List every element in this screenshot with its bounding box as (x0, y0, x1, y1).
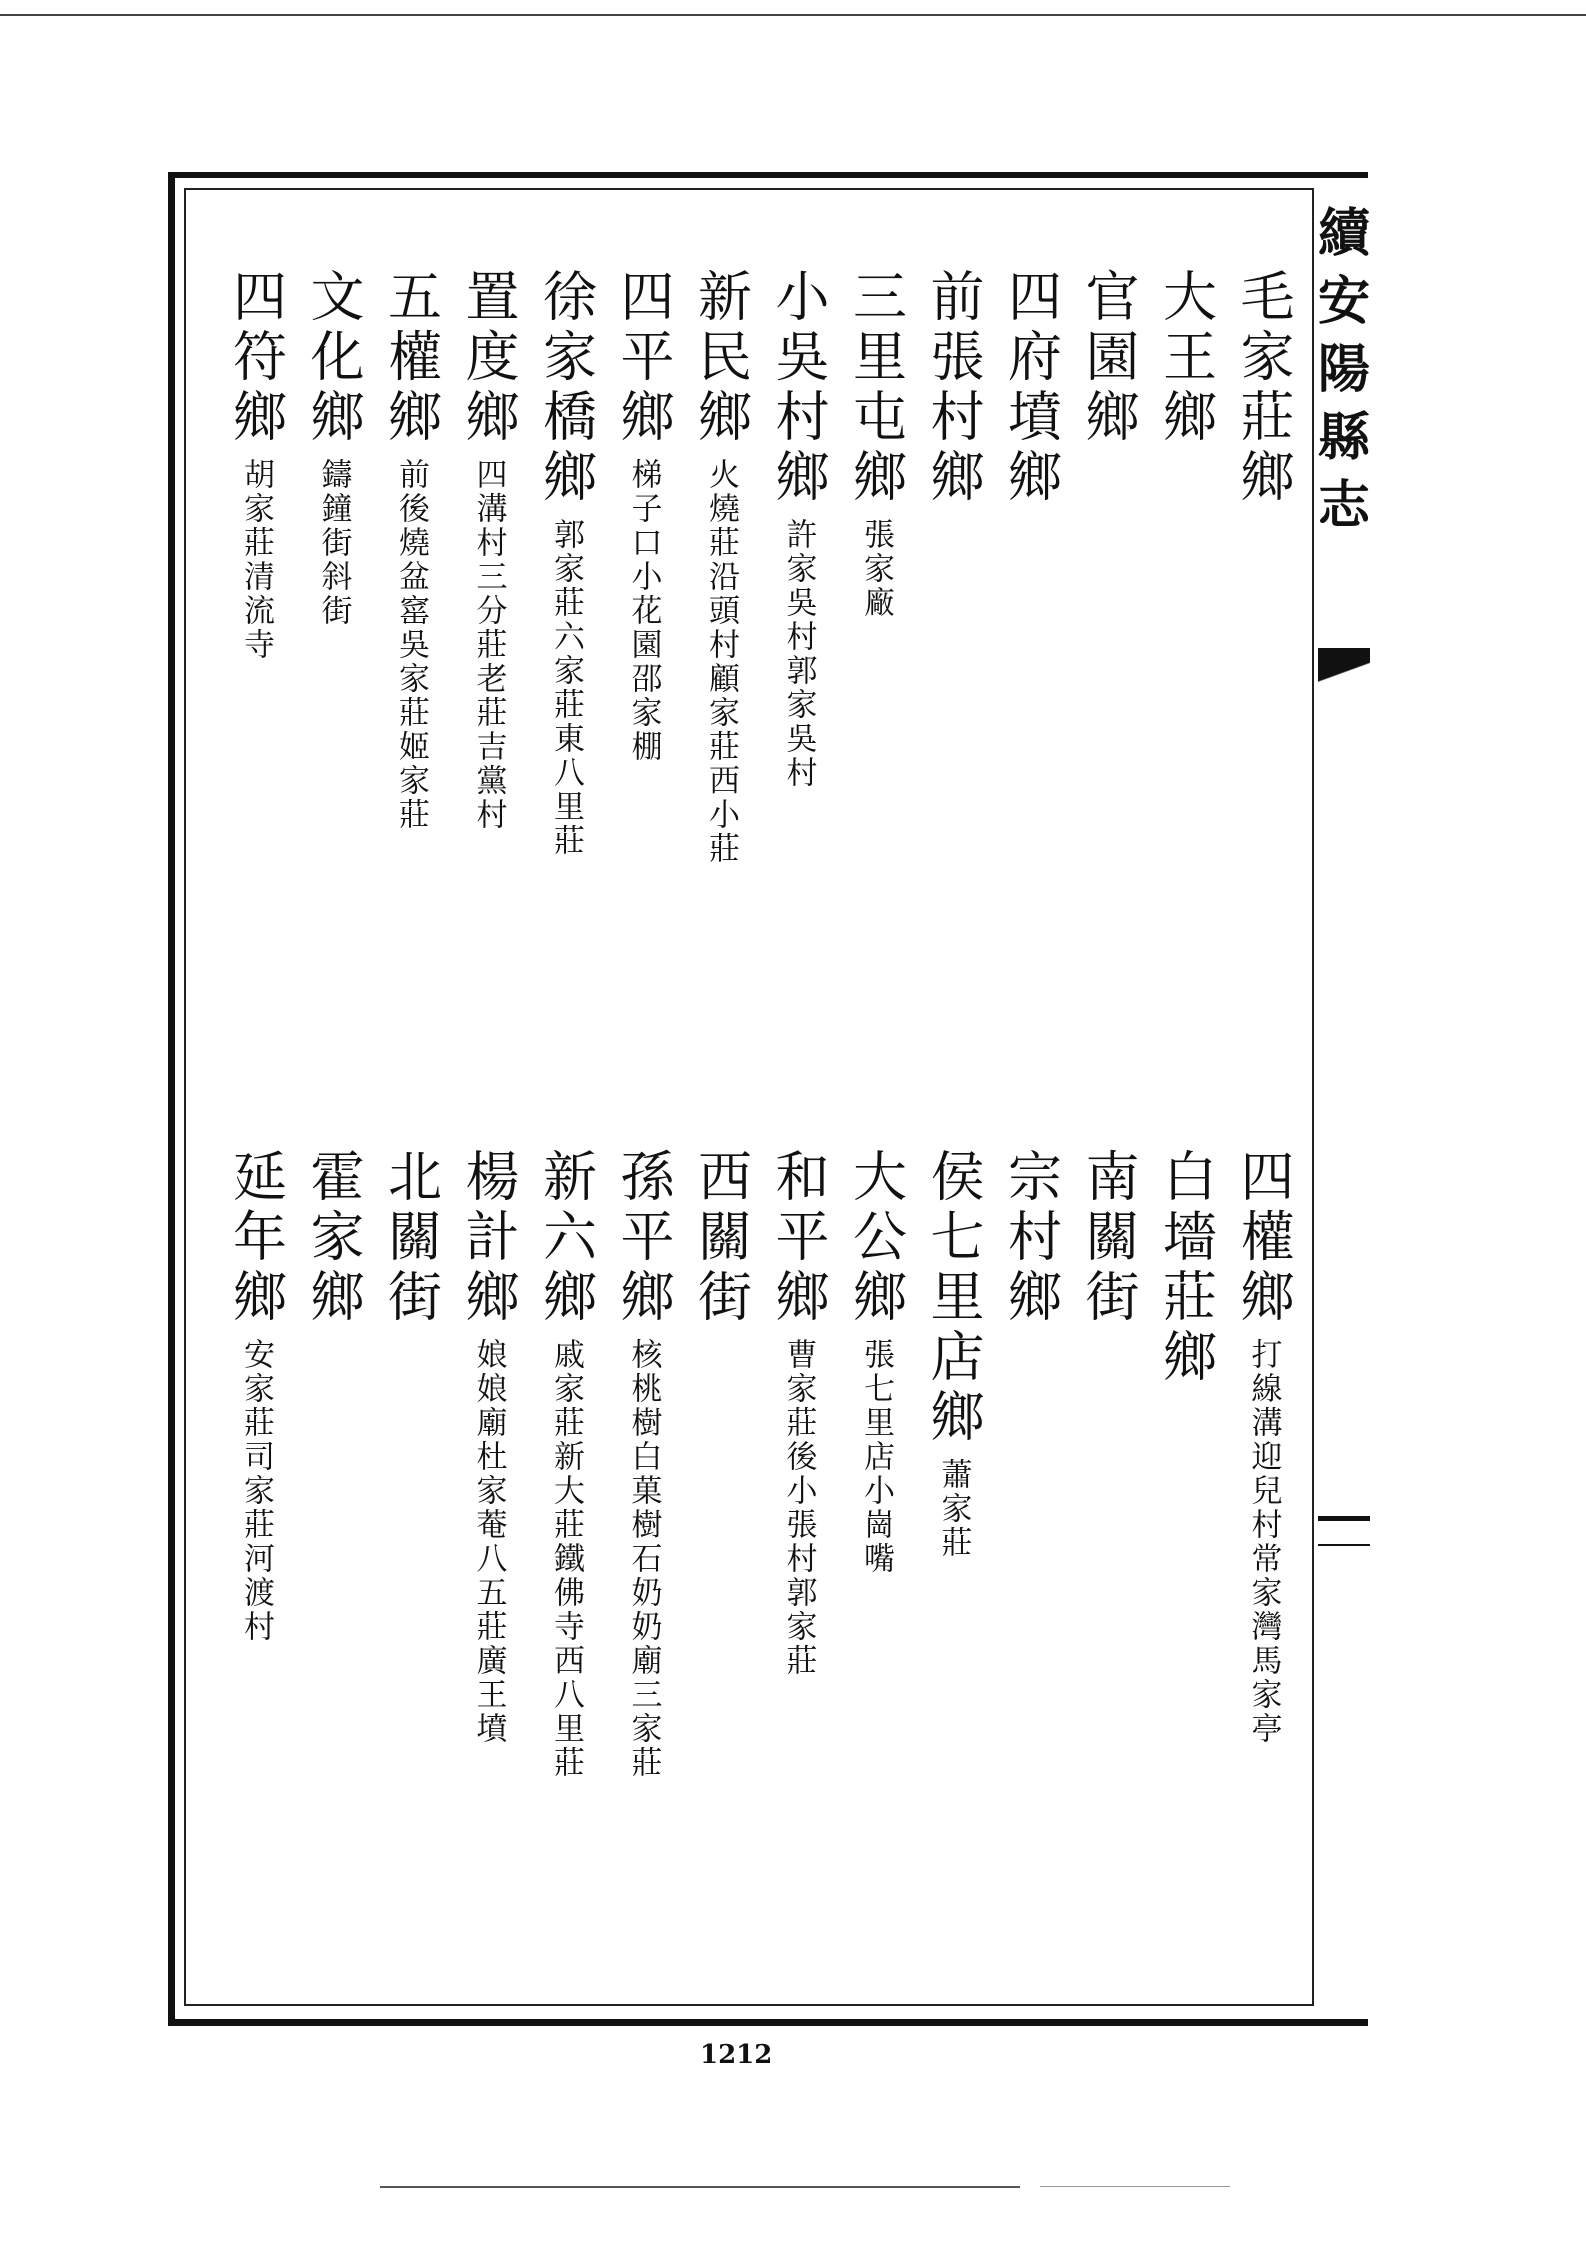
township-name: 三里屯鄉 (844, 268, 908, 508)
township-name: 白墻莊鄉 (1154, 1148, 1218, 1388)
gazetteer-entry (378, 268, 444, 832)
township-name: 南關街 (1077, 1148, 1140, 1328)
gazetteer-entry (1153, 268, 1219, 448)
gazetteer-entry (1075, 1148, 1141, 1328)
village-list: 胡家莊清流寺 (238, 458, 274, 662)
village-list: 曹家莊後小張村郭家莊 (780, 1338, 817, 1678)
township-name: 毛家莊鄉 (1232, 268, 1295, 508)
gazetteer-entry (688, 1148, 754, 1328)
gazetteer-entry (920, 1148, 986, 1560)
township-name: 四權鄉 (1232, 1148, 1295, 1328)
gazetteer-entry (455, 268, 521, 832)
village-list: 蕭家莊 (935, 1458, 972, 1560)
township-name: 徐家橋鄉 (534, 268, 598, 508)
gazetteer-entry (455, 1148, 521, 1746)
township-name: 四符鄉 (224, 268, 288, 448)
township-name: 前張村鄉 (922, 268, 985, 508)
book-title-band (1318, 200, 1370, 640)
village-list: 張七里店小崗嘴 (858, 1338, 894, 1576)
fish-tail-mark-lower (1318, 1516, 1370, 1546)
bottom-rule-faint (1040, 2186, 1230, 2187)
township-name: 霍家鄉 (302, 1148, 365, 1328)
township-name: 置度鄉 (457, 268, 520, 448)
gazetteer-entry (765, 268, 831, 790)
title-char: 安 (1318, 271, 1371, 332)
gazetteer-entry (1230, 1148, 1296, 1746)
village-list: 娘娘廟杜家菴八五莊廣王墳 (470, 1338, 507, 1746)
township-name: 五權鄉 (379, 268, 443, 448)
township-name: 小吳村鄉 (767, 268, 830, 508)
village-list: 梯子口小花園邵家棚 (625, 458, 662, 764)
village-list: 安家莊司家莊河渡村 (238, 1338, 274, 1644)
gazetteer-entry (378, 1148, 444, 1328)
gazetteer-entry (843, 268, 909, 620)
township-name: 西關街 (689, 1148, 753, 1328)
township-name: 北關街 (379, 1148, 443, 1328)
township-name: 大公鄉 (844, 1148, 908, 1328)
bottom-rule (380, 2186, 1020, 2188)
gazetteer-entry (300, 1148, 366, 1328)
title-char: 續 (1318, 203, 1371, 264)
gazetteer-entry (610, 268, 676, 764)
page-number: 1212 (700, 2040, 773, 2070)
township-name: 官園鄉 (1077, 268, 1140, 448)
gazetteer-entry (1075, 268, 1141, 448)
township-name: 宗村鄉 (999, 1148, 1063, 1328)
township-name: 侯七里店鄉 (922, 1148, 985, 1448)
village-list: 張家廠 (858, 518, 894, 620)
title-char: 陽 (1318, 339, 1371, 400)
township-name: 大王鄉 (1154, 268, 1218, 448)
township-name: 和平鄉 (767, 1148, 830, 1328)
village-list: 核桃樹白菓樹石奶奶廟三家莊 (625, 1338, 662, 1780)
gazetteer-entry (610, 1148, 676, 1780)
township-name: 四府墳鄉 (999, 268, 1063, 508)
township-name: 新六鄉 (534, 1148, 598, 1328)
gazetteer-entry (1230, 268, 1296, 508)
township-name: 延年鄉 (224, 1148, 288, 1328)
gazetteer-entry (223, 1148, 289, 1644)
title-char: 志 (1318, 475, 1371, 536)
gazetteer-entry (533, 268, 599, 858)
gazetteer-entry (920, 268, 986, 508)
township-name: 楊計鄉 (457, 1148, 520, 1328)
township-name: 新民鄉 (689, 268, 753, 448)
gazetteer-entry (688, 268, 754, 866)
village-list: 火燒莊沿頭村顧家莊西小莊 (703, 458, 739, 866)
village-list: 鑄鐘街斜街 (315, 458, 352, 628)
gazetteer-entry (998, 268, 1064, 508)
gazetteer-entry (1153, 1148, 1219, 1388)
title-char: 縣 (1318, 407, 1371, 468)
township-name: 四平鄉 (612, 268, 675, 448)
gazetteer-entry (998, 1148, 1064, 1328)
spine-divider (1312, 188, 1314, 2006)
village-list: 戚家莊新大莊鐵佛寺西八里莊 (548, 1338, 584, 1780)
gazetteer-entry (300, 268, 366, 628)
township-name: 孫平鄉 (612, 1148, 675, 1328)
top-border-line (0, 14, 1586, 16)
village-list: 郭家莊六家莊東八里莊 (548, 518, 584, 858)
gazetteer-entry (843, 1148, 909, 1576)
township-name: 文化鄉 (302, 268, 365, 448)
gazetteer-entry (223, 268, 289, 662)
fish-tail-mark (1318, 648, 1370, 698)
village-list: 許家吳村郭家吳村 (780, 518, 817, 790)
village-list: 打線溝迎兒村常家灣馬家亭 (1245, 1338, 1282, 1746)
gazetteer-entry (765, 1148, 831, 1678)
village-list: 四溝村三分莊老莊吉黨村 (470, 458, 507, 832)
village-list: 前後燒盆窰吳家莊姬家莊 (393, 458, 429, 832)
gazetteer-entry (533, 1148, 599, 1780)
